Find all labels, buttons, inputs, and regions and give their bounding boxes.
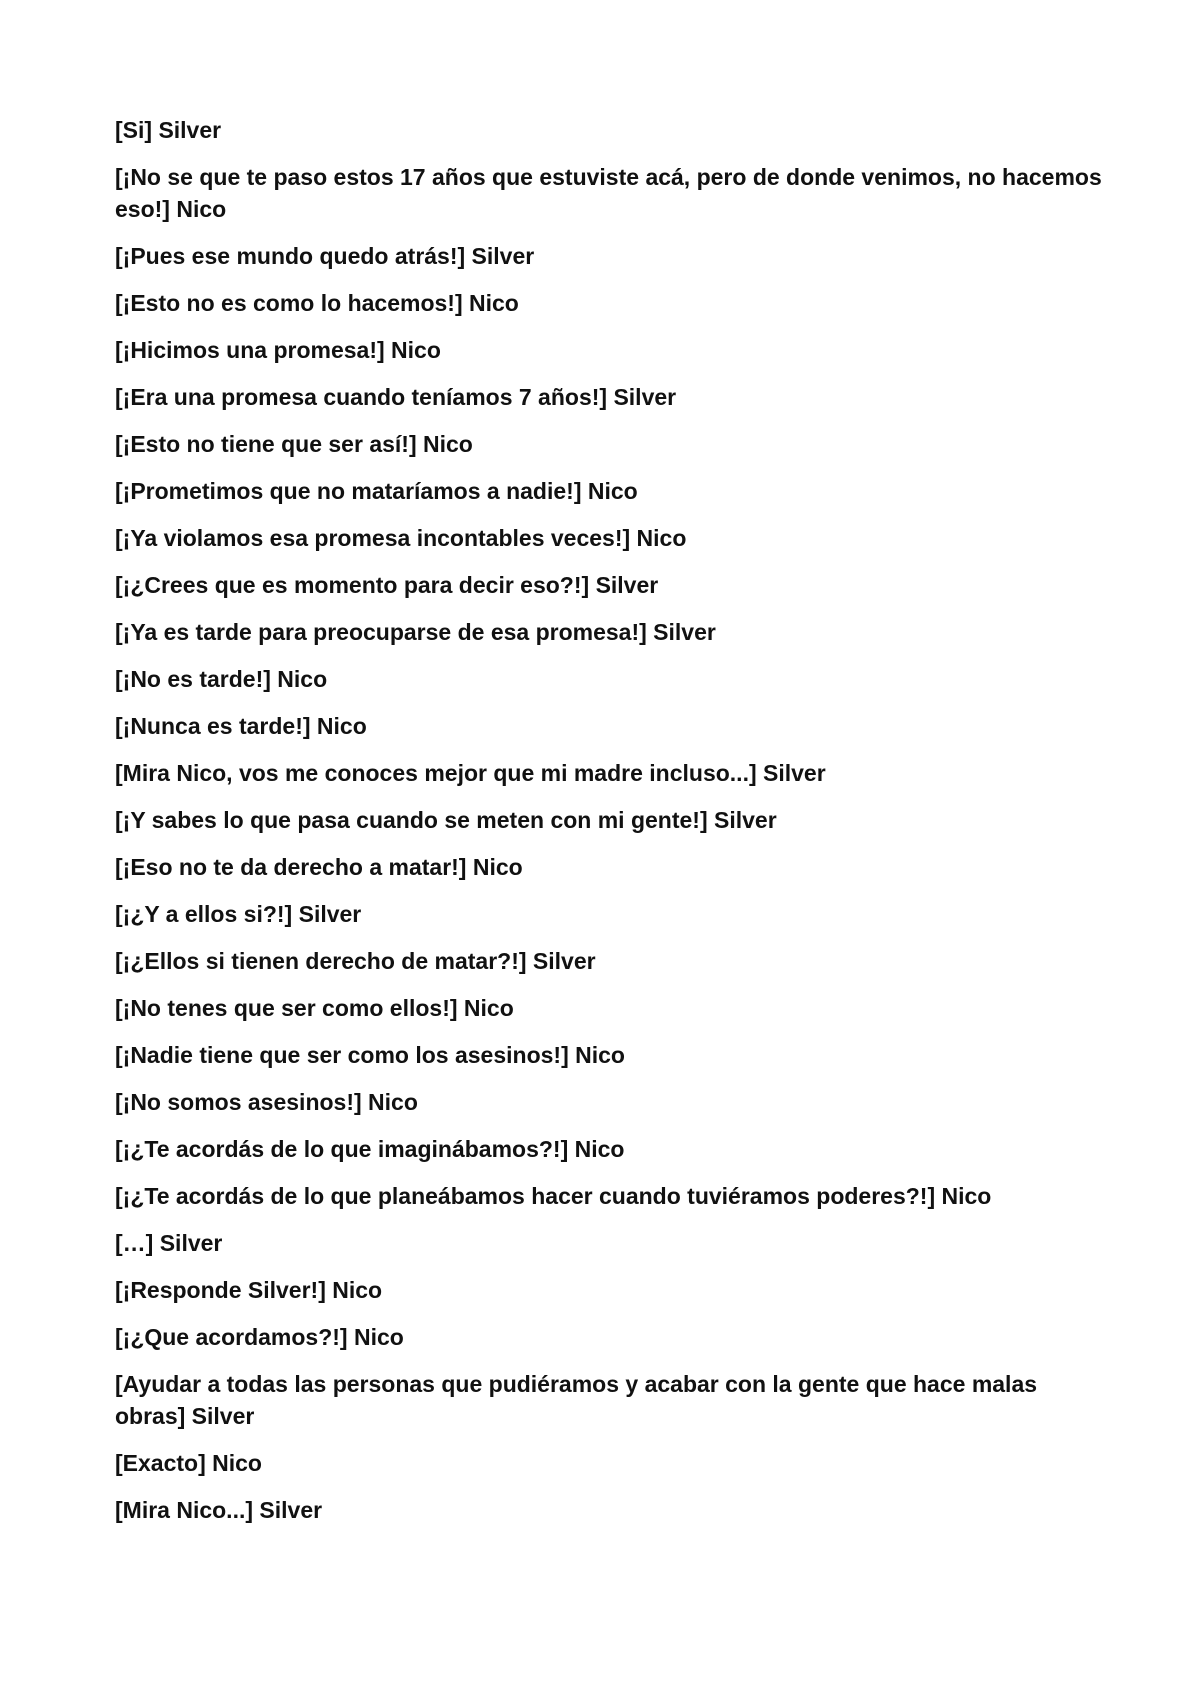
dialogue-line: [¡No tenes que ser como ellos!] Nico <box>115 995 514 1021</box>
dialogue-line: [¡¿Crees que es momento para decir eso?!] Silver <box>115 572 659 598</box>
dialogue-line: [¡Esto no es como lo hacemos!] Nico <box>115 290 519 316</box>
dialogue-line: [¡Ya es tarde para preocuparse de esa promesa!] Silver <box>115 619 716 645</box>
dialogue-line: [Ayudar a todas las personas que pudiéramos y acabar con la gente que hace malas obras] Silver <box>115 1371 1038 1429</box>
dialogue-line: [Exacto] Nico <box>115 1450 262 1476</box>
dialogue-line: [¡Responde Silver!] Nico <box>115 1277 383 1303</box>
dialogue-line: [¡¿Y a ellos si?!] Silver <box>115 901 362 927</box>
dialogue-line: [¡¿Te acordás de lo que planeábamos hacer cuando tuviéramos poderes?!] Nico <box>115 1183 992 1209</box>
dialogue-line: [¡Ya violamos esa promesa incontables veces!] Nico <box>115 525 687 551</box>
dialogue-line: [¡Nadie tiene que ser como los asesinos!] Nico <box>115 1042 625 1068</box>
dialogue-line: [¡¿Ellos si tienen derecho de matar?!] Silver <box>115 948 596 974</box>
dialogue-line: [Mira Nico, vos me conoces mejor que mi madre incluso...] Silver <box>115 760 826 786</box>
dialogue-line: [¡Nunca es tarde!] Nico <box>115 713 367 739</box>
dialogue-line: [Si] Silver <box>115 117 222 143</box>
dialogue-line: [¡Pues ese mundo quedo atrás!] Silver <box>115 243 535 269</box>
dialogue-line: [¡¿Que acordamos?!] Nico <box>115 1324 404 1350</box>
dialogue-line: […] Silver <box>115 1230 223 1256</box>
dialogue-line: [¡No somos asesinos!] Nico <box>115 1089 418 1115</box>
dialogue-line: [¡Hicimos una promesa!] Nico <box>115 337 441 363</box>
dialogue-line: [¡Esto no tiene que ser así!] Nico <box>115 431 473 457</box>
dialogue-line: [¡No es tarde!] Nico <box>115 666 328 692</box>
dialogue-line: [¡Y sabes lo que pasa cuando se meten con mi gente!] Silver <box>115 807 777 833</box>
dialogue-line: [¡Era una promesa cuando teníamos 7 años!] Silver <box>115 384 677 410</box>
dialogue-line: [¡Eso no te da derecho a matar!] Nico <box>115 854 523 880</box>
dialogue-line: [¡No se que te paso estos 17 años que estuviste acá, pero de donde venimos, no hacemos eso!] Nico <box>115 164 1102 222</box>
dialogue-line: [¡¿Te acordás de lo que imaginábamos?!] Nico <box>115 1136 625 1162</box>
dialogue-list <box>115 114 1105 1541</box>
dialogue-line: [¡Prometimos que no mataríamos a nadie!] Nico <box>115 478 638 504</box>
dialogue-line: [Mira Nico...] Silver <box>115 1497 323 1523</box>
